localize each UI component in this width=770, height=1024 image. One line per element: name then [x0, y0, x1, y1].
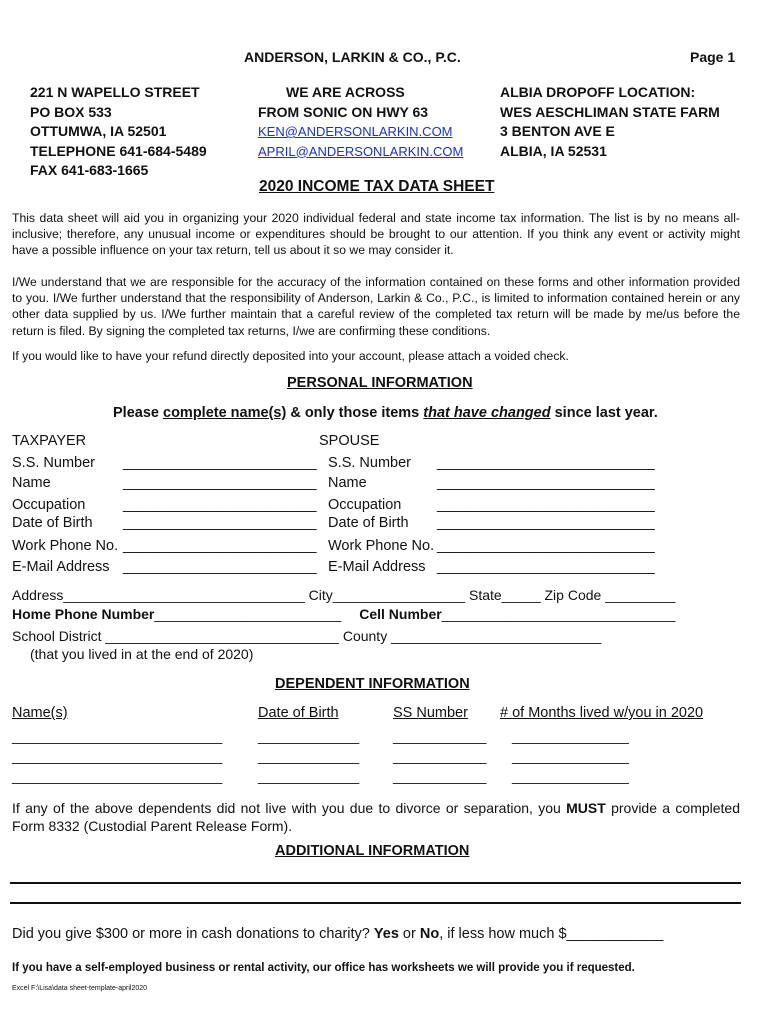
left-address — [30, 83, 207, 181]
dependent-name-field[interactable]: ___________________________ — [12, 728, 223, 744]
no-option[interactable]: No — [419, 926, 440, 942]
home-phone-field[interactable]: ________________________ — [154, 606, 342, 622]
taxpayer-occupation-label: Occupation — [12, 497, 86, 513]
telephone: TELEPHONE 641-684-5489 — [30, 142, 207, 159]
taxpayer-ssn-label: S.S. Number — [12, 455, 95, 471]
address-line: PO BOX 533 — [30, 103, 112, 120]
spouse-dob-label: Date of Birth — [328, 515, 409, 531]
dependent-dob-field[interactable]: _____________ — [258, 748, 360, 764]
taxpayer-email-field[interactable]: ________________________ — [123, 559, 317, 575]
direct-deposit-note: If you would like to have your refund directly deposited into your account, please attach a voided check. — [12, 349, 569, 363]
taxpayer-occupation-field[interactable]: ________________________ — [123, 497, 317, 513]
dependent-dob-field[interactable]: _____________ — [258, 768, 360, 784]
charity-question: Did you give $300 or more in cash donations to charity? Yes or No, if less how much $____________ — [12, 926, 664, 942]
dropoff-title: ALBIA DROPOFF LOCATION: — [500, 84, 696, 100]
taxpayer-work-phone-field[interactable]: ________________________ — [123, 538, 317, 554]
cell-number-field[interactable]: ______________________________ — [441, 606, 676, 622]
charity-amount-field[interactable]: , if less how much $____________ — [439, 926, 664, 942]
dropoff-line: 3 BENTON AVE E — [500, 123, 615, 139]
taxpayer-email-label: E-Mail Address — [12, 559, 110, 575]
spouse-ssn-field[interactable]: ___________________________ — [437, 455, 655, 471]
intro-paragraph: This data sheet will aid you in organizing your 2020 individual federal and state income tax information. The list is by no means all-inclusive; therefore, any unusual income or expenditures should be brought to our attention. If you think any event or activity might have a possible influence on your tax return, tell us about it so we may consider it. — [12, 211, 740, 258]
spouse-email-field[interactable]: ___________________________ — [437, 559, 655, 575]
dependent-col-months: # of Months lived w/you in 2020 — [500, 705, 704, 721]
dependent-ssn-field[interactable]: ____________ — [393, 768, 487, 784]
email-link-ken[interactable]: KEN@ANDERSONLARKIN.COM — [258, 124, 453, 139]
page-title: 2020 INCOME TAX DATA SHEET — [259, 178, 495, 195]
dependent-name-field[interactable]: ___________________________ — [12, 748, 223, 764]
fax: FAX 641-683-1665 — [30, 162, 149, 178]
phone-numbers-line — [12, 606, 675, 622]
spouse-occupation-field[interactable]: ___________________________ — [437, 497, 655, 513]
spouse-email-label: E-Mail Address — [328, 559, 426, 575]
dependent-col-dob: Date of Birth — [258, 705, 339, 721]
spouse-work-phone-label: Work Phone No. — [328, 538, 435, 554]
additional-info-line[interactable] — [10, 902, 741, 904]
additional-info-heading: ADDITIONAL INFORMATION — [275, 843, 470, 859]
location-note: WE ARE ACROSS — [286, 84, 405, 100]
firm-name: ANDERSON, LARKIN & CO., P.C. — [244, 49, 461, 65]
dependent-dob-field[interactable]: _____________ — [258, 728, 360, 744]
custodial-parent-note: If any of the above dependents did not live with you due to divorce or separation, you MUST provide a completed Form 8332 (Custodial Parent Release Form). — [12, 800, 740, 834]
dependent-name-field[interactable]: ___________________________ — [12, 768, 223, 784]
spouse-work-phone-field[interactable]: ___________________________ — [437, 538, 655, 554]
spouse-name-label: Name — [328, 475, 367, 491]
dependent-info-heading: DEPENDENT INFORMATION — [275, 676, 470, 692]
spouse-name-field[interactable]: ___________________________ — [437, 475, 655, 491]
additional-info-line[interactable] — [10, 882, 741, 884]
spouse-dob-field[interactable]: ___________________________ — [437, 515, 655, 531]
email-link-april[interactable]: APRIL@ANDERSONLARKIN.COM — [258, 143, 464, 159]
taxpayer-heading: TAXPAYER — [12, 433, 87, 449]
dependent-months-field[interactable]: _______________ — [512, 728, 629, 744]
dependent-col-names: Name(s) — [12, 705, 68, 721]
address-city-state-zip-line[interactable]: Address_______________________________ City_________________ State_____ Zip Code _________ — [12, 587, 676, 603]
home-phone-label: Home Phone Number — [12, 606, 155, 622]
school-district-note: (that you lived in at the end of 2020) — [30, 646, 254, 662]
spouse-heading: SPOUSE — [319, 433, 380, 449]
address-line: 221 N WAPELLO STREET — [30, 84, 200, 100]
location-note: FROM SONIC ON HWY 63 — [258, 103, 429, 120]
footer-file-path: Excel F:\Lisa\data sheet-template-april2020 — [12, 985, 148, 992]
dependent-months-field[interactable]: _______________ — [512, 748, 629, 764]
taxpayer-ssn-field[interactable]: ________________________ — [123, 455, 317, 471]
personal-instruction: Please complete name(s) & only those items that have changed since last year. — [113, 405, 658, 421]
dependent-ssn-field[interactable]: ____________ — [393, 748, 487, 764]
self-employed-note: If you have a self-employed business or rental activity, our office has worksheets we will provide you if requested. — [12, 962, 635, 974]
responsibility-paragraph: I/We understand that we are responsible for the accuracy of the information contained on these forms and other information provided to you. I/We further understand that the responsibility of Anderson, Larkin & Co., P.C., is limited to information contained herein or any other data supplied by us. I/We further maintain that a careful review of the completed tax return will be made by me/us before the return is filed. By signing the completed tax returns, I/we are confirming these conditions. — [12, 275, 740, 338]
yes-option[interactable]: Yes — [373, 926, 399, 942]
taxpayer-name-label: Name — [12, 475, 51, 491]
cell-number-label: Cell Number — [359, 606, 442, 622]
school-district-county-line[interactable]: School District ______________________________ County ___________________________ — [12, 628, 602, 644]
spouse-ssn-label: S.S. Number — [328, 455, 411, 471]
taxpayer-work-phone-label: Work Phone No. — [12, 538, 119, 554]
spouse-occupation-label: Occupation — [328, 497, 402, 513]
center-header — [258, 83, 463, 161]
dependent-col-ssn: SS Number — [393, 705, 468, 721]
taxpayer-dob-field[interactable]: ________________________ — [123, 515, 317, 531]
dependent-months-field[interactable]: _______________ — [512, 768, 629, 784]
dependent-ssn-field[interactable]: ____________ — [393, 728, 487, 744]
page-number: Page 1 — [690, 49, 736, 65]
address-line: OTTUMWA, IA 52501 — [30, 123, 167, 139]
taxpayer-name-field[interactable]: ________________________ — [123, 475, 317, 491]
taxpayer-dob-label: Date of Birth — [12, 515, 93, 531]
dropoff-location — [500, 83, 720, 161]
dropoff-line: ALBIA, IA 52531 — [500, 142, 607, 159]
personal-info-heading: PERSONAL INFORMATION — [287, 375, 473, 391]
dropoff-line: WES AESCHLIMAN STATE FARM — [500, 103, 720, 120]
